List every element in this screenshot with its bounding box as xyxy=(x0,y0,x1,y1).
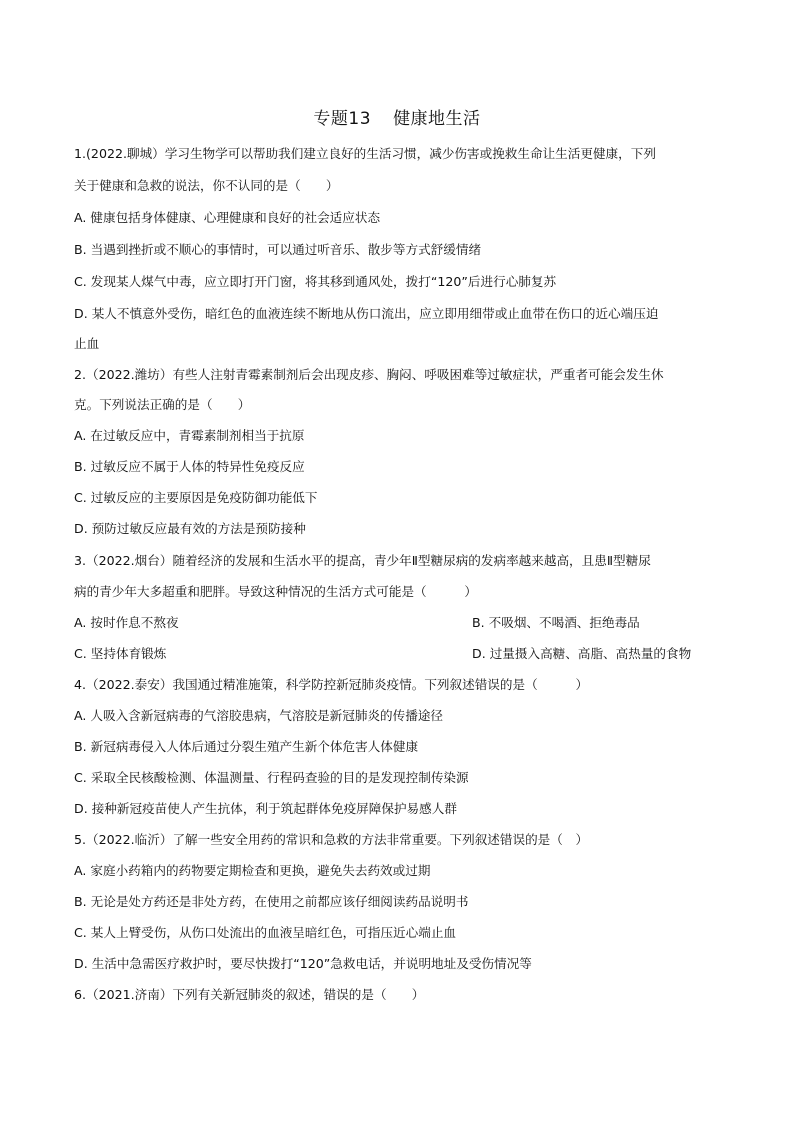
question-5-option-a: A. 家庭小药箱内的药物要定期检查和更换，避免失去药效或过期 xyxy=(74,863,431,878)
question-1-option-d: D. 某人不慎意外受伤，暗红色的血液连续不断地从伤口流出，应立即用细带或止血带在伤口的近心端压迫 xyxy=(74,306,659,321)
question-1-option-d-cont: 止血 xyxy=(74,336,100,351)
question-4-option-d: D. 接种新冠疫苗使人产生抗体，利于筑起群体免疫屏障保护易感人群 xyxy=(74,801,457,816)
question-4-option-b: B. 新冠病毒侵入人体后通过分裂生殖产生新个体危害人体健康 xyxy=(74,739,419,754)
question-3-option-c: C. 坚持体育锻炼 xyxy=(74,646,167,661)
question-2-stem-line-1: 2.（2022.潍坊）有些人注射青霉素制剂后会出现皮疹、胸闷、呼吸困难等过敏症状，严重者可能会发生休 xyxy=(74,367,664,382)
question-2-stem-line-2: 克。下列说法正确的是（ ） xyxy=(74,397,251,412)
question-1-stem-line-1: 1.(2022.聊城）学习生物学可以帮助我们建立良好的生活习惯，减少伤害或挽救生命让生活更健康，下列 xyxy=(74,146,656,161)
question-5-stem-line-1: 5.（2022.临沂）了解一些安全用药的常识和急救的方法非常重要。下列叙述错误的是（ ） xyxy=(74,832,589,847)
question-4-option-c: C. 采取全民核酸检测、体温测量、行程码查验的目的是发现控制传染源 xyxy=(74,770,469,785)
question-5-option-c: C. 某人上臂受伤，从伤口处流出的血液呈暗红色，可指压近心端止血 xyxy=(74,925,457,940)
question-2-option-c: C. 过敏反应的主要原因是免疫防御功能低下 xyxy=(74,490,318,505)
question-3-stem-line-2: 病的青少年大多超重和肥胖。导致这种情况的生活方式可能是（ ） xyxy=(74,584,477,599)
question-1-option-b: B. 当遇到挫折或不顺心的事情时，可以通过听音乐、散步等方式舒缓情绪 xyxy=(74,242,482,257)
question-4-option-a: A. 人吸入含新冠病毒的气溶胶患病，气溶胶是新冠肺炎的传播途径 xyxy=(74,708,444,723)
question-3-stem-line-1: 3.（2022.烟台）随着经济的发展和生活水平的提高，青少年Ⅱ型糖尿病的发病率越来越高，且患Ⅱ型糖尿 xyxy=(74,553,651,568)
title-text: 健康地生活 xyxy=(393,109,481,129)
question-2-option-a: A. 在过敏反应中，青霉素制剂相当于抗原 xyxy=(74,428,305,443)
question-5-option-d: D. 生活中急需医疗救护时，要尽快拨打“120”急救电话，并说明地址及受伤情况等 xyxy=(74,956,532,971)
page-title xyxy=(0,104,794,129)
question-3-option-a: A. 按时作息不熬夜 xyxy=(74,615,179,630)
question-1-stem-line-2: 关于健康和急救的说法，你不认同的是（ ） xyxy=(74,178,339,193)
question-3-options-row-1 xyxy=(74,615,724,631)
question-4-stem-line-1: 4.（2022.泰安）我国通过精准施策，科学防控新冠肺炎疫情。下列叙述错误的是（ ） xyxy=(74,677,589,692)
question-2-option-b: B. 过敏反应不属于人体的特异性免疫反应 xyxy=(74,459,305,474)
title-prefix: 专题13 xyxy=(313,109,372,129)
question-3-option-d: D. 过量摄入高糖、高脂、高热量的食物 xyxy=(472,646,692,661)
question-1-option-a: A. 健康包括身体健康、心理健康和良好的社会适应状态 xyxy=(74,210,381,225)
question-6-stem-line-1: 6.（2021.济南）下列有关新冠肺炎的叙述，错误的是（ ） xyxy=(74,987,425,1002)
question-3-option-b: B. 不吸烟、不喝酒、拒绝毒品 xyxy=(472,615,640,630)
question-2-option-d: D. 预防过敏反应最有效的方法是预防接种 xyxy=(74,521,306,536)
question-1-option-c: C. 发现某人煤气中毒，应立即打开门窗，将其移到通风处，拨打“120”后进行心肺复苏 xyxy=(74,274,557,289)
question-5-option-b: B. 无论是处方药还是非处方药，在使用之前都应该仔细阅读药品说明书 xyxy=(74,894,469,909)
question-3-options-row-2 xyxy=(74,646,724,662)
